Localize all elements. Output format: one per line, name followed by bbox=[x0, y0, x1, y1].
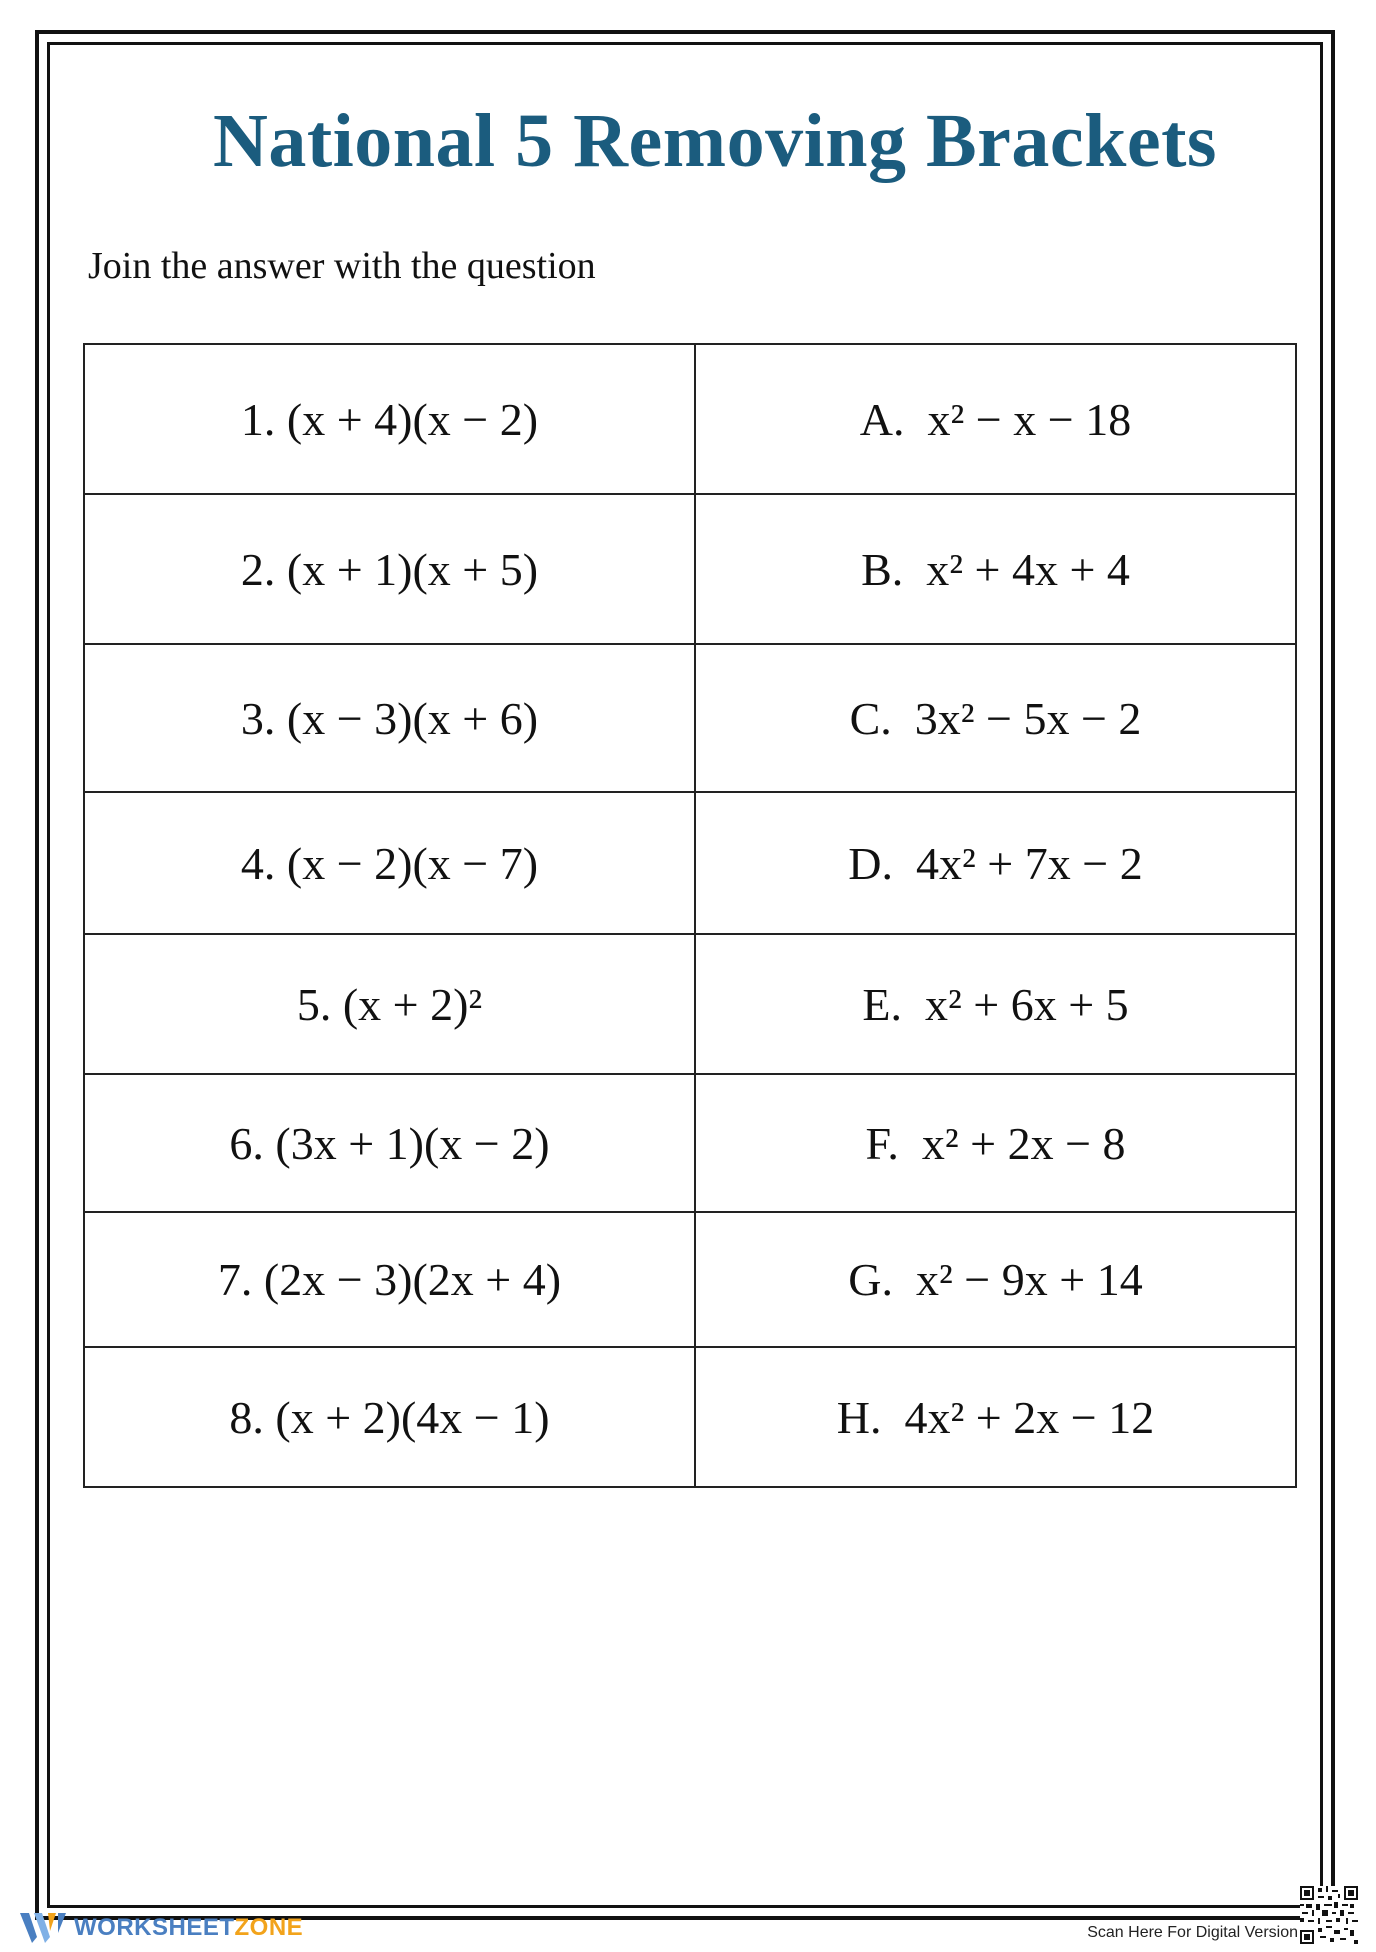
question-text: 4. (x − 2)(x − 7) bbox=[240, 837, 539, 889]
worksheet-title: National 5 Removing Brackets bbox=[212, 99, 1218, 183]
qr-code-icon[interactable] bbox=[1300, 1886, 1358, 1944]
question-cell-3[interactable] bbox=[84, 644, 695, 792]
question-cell-4[interactable] bbox=[84, 792, 695, 934]
answer-text: A. x² − x − 18 bbox=[859, 393, 1132, 445]
instruction-text: Join the answer with the question bbox=[88, 245, 596, 287]
table-row bbox=[84, 1074, 1296, 1212]
table-row bbox=[84, 1347, 1296, 1487]
scan-caption: Scan Here For Digital Version bbox=[1087, 1924, 1298, 1941]
question-cell-2[interactable] bbox=[84, 494, 695, 644]
w-logo-icon bbox=[20, 1911, 66, 1945]
question-cell-6[interactable] bbox=[84, 1074, 695, 1212]
table-row bbox=[84, 644, 1296, 792]
answer-cell-h[interactable] bbox=[695, 1347, 1296, 1487]
table-row bbox=[84, 1212, 1296, 1347]
question-cell-5[interactable] bbox=[84, 934, 695, 1074]
question-text: 5. (x + 2)² bbox=[296, 978, 483, 1030]
answer-text: H. 4x² + 2x − 12 bbox=[836, 1391, 1155, 1443]
answer-cell-d[interactable] bbox=[695, 792, 1296, 934]
question-cell-8[interactable] bbox=[84, 1347, 695, 1487]
answer-text: F. x² + 2x − 8 bbox=[865, 1117, 1126, 1169]
question-text: 3. (x − 3)(x + 6) bbox=[240, 692, 539, 744]
matching-table bbox=[83, 343, 1297, 1488]
question-text: 6. (3x + 1)(x − 2) bbox=[229, 1117, 550, 1169]
question-text: 1. (x + 4)(x − 2) bbox=[240, 393, 539, 445]
question-text: 7. (2x − 3)(2x + 4) bbox=[217, 1254, 562, 1305]
question-cell-1[interactable] bbox=[84, 344, 695, 494]
question-text: 2. (x + 1)(x + 5) bbox=[240, 543, 539, 595]
answer-cell-e[interactable] bbox=[695, 934, 1296, 1074]
answer-cell-c[interactable] bbox=[695, 644, 1296, 792]
answer-cell-a[interactable] bbox=[695, 344, 1296, 494]
answer-text: D. 4x² + 7x − 2 bbox=[848, 837, 1143, 889]
answer-cell-b[interactable] bbox=[695, 494, 1296, 644]
answer-text: E. x² + 6x + 5 bbox=[862, 978, 1129, 1030]
worksheetzone-logo[interactable] bbox=[20, 1910, 303, 1946]
answer-text: G. x² − 9x + 14 bbox=[848, 1254, 1143, 1305]
brand-name: WORKSHEETZONE bbox=[74, 1914, 304, 1941]
table-row bbox=[84, 934, 1296, 1074]
question-text: 8. (x + 2)(4x − 1) bbox=[229, 1391, 550, 1443]
table-row bbox=[84, 344, 1296, 494]
answer-cell-f[interactable] bbox=[695, 1074, 1296, 1212]
table-row bbox=[84, 494, 1296, 644]
answer-text: B. x² + 4x + 4 bbox=[861, 543, 1130, 595]
table-row bbox=[84, 792, 1296, 934]
answer-text: C. 3x² − 5x − 2 bbox=[849, 692, 1142, 744]
answer-cell-g[interactable] bbox=[695, 1212, 1296, 1347]
question-cell-7[interactable] bbox=[84, 1212, 695, 1347]
